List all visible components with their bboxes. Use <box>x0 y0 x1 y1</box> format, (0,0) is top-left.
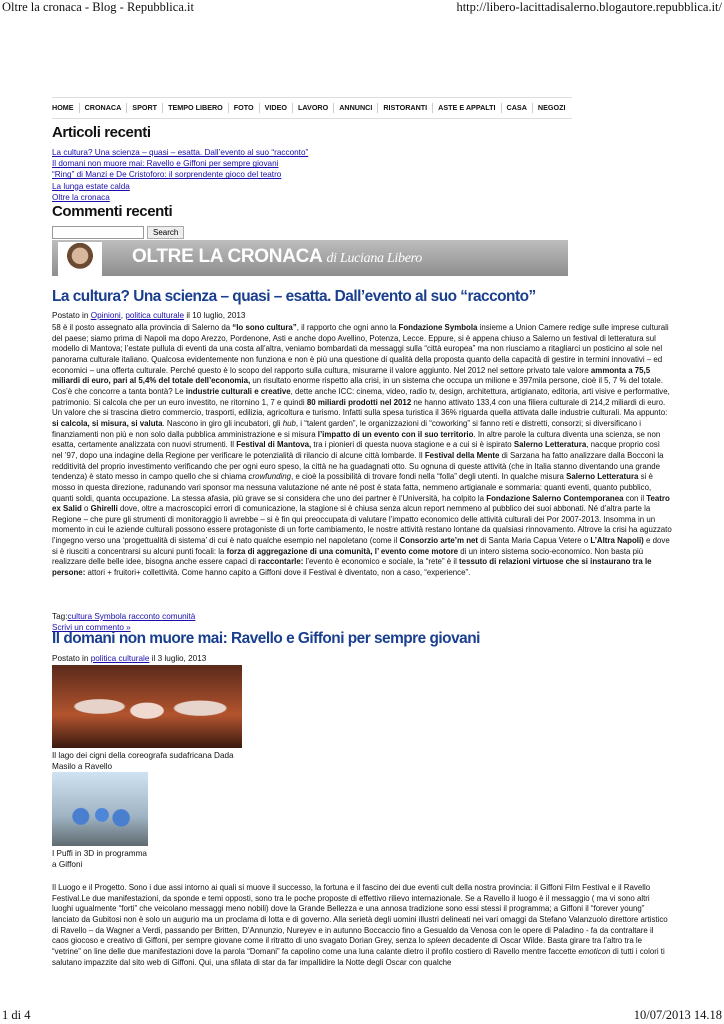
recent-comments-heading: Commenti recenti <box>52 203 173 220</box>
print-datetime: 10/07/2013 14.18 <box>633 1008 722 1022</box>
category-link-opinioni[interactable]: Opinioni <box>90 311 121 320</box>
photo-caption-line: I Puffi in 3D in programma <box>52 849 147 858</box>
print-page-number: 1 di 4 <box>2 1008 31 1022</box>
search-button[interactable]: Search <box>147 226 184 239</box>
print-page-title: Oltre la cronaca - Blog - Repubblica.it <box>2 0 194 14</box>
tags-label: Tag: <box>52 612 68 621</box>
category-link-politica-culturale[interactable]: politica culturale <box>125 311 185 320</box>
recent-article-link[interactable]: La lunga estate calda <box>52 181 130 191</box>
category-link-politica-culturale[interactable]: politica culturale <box>90 654 150 663</box>
author-photo <box>58 242 102 276</box>
recent-article-link[interactable]: La cultura? Una scienza – quasi – esatta. Dall’evento al suo “racconto” <box>52 148 309 157</box>
post-meta <box>52 311 246 320</box>
recent-articles-heading: Articoli recenti <box>52 124 151 141</box>
recent-article-link[interactable]: Il domani non muore mai: Ravello e Giffoni per sempre giovani <box>52 159 279 169</box>
recent-articles-list <box>52 147 308 203</box>
nav-cronaca[interactable]: CRONACA <box>80 103 128 113</box>
print-header <box>0 0 724 16</box>
tags-line <box>52 612 195 623</box>
recent-article-link[interactable]: “Ring” di Manzi e De Cristoforo: il sorprendente gioco del teatro <box>52 170 282 180</box>
search-input[interactable] <box>52 226 144 239</box>
nav-foto[interactable]: FOTO <box>229 103 260 113</box>
nav-sport[interactable]: SPORT <box>127 103 163 113</box>
tag-link[interactable]: cultura Symbola racconto comunità <box>67 612 196 621</box>
write-comment-link[interactable]: Scrivi un commento » <box>52 622 131 632</box>
banner-title-text: OLTRE LA CRONACA <box>132 246 323 267</box>
nav-home[interactable]: HOME <box>52 103 80 113</box>
nav-casa[interactable]: CASA <box>502 103 533 113</box>
recent-article-link[interactable]: Oltre la cronaca <box>52 192 110 202</box>
post-body: Il Luogo e il Progetto. Sono i due assi intorno ai quali si muove il successo, la fortuna e il fascino dei due eventi cult della nostra provincia: il Giffoni Film Festival e il Ravello Festival.Le due manifestazioni, da sponde e temi opposti, sono tra le poche proposte di effettivo rilievo internazionale. Se a Ravello il luogo è il messaggio ( ma vi sono altri luoghi ugualmente “forti” che veicolano messaggi meno nobili) dove la Grande Bellezza e una annosa tradizione sono essi stessi il programma; a Giffoni il “forever young” lanciato da Gubitosi non è solo un augurio ma un proclama di lotta e di governo. Alla serietà degli uomini illustri delineati nei vari omaggi da Stefano Valanzuolo direttore artistico di Ravello – da Wagner a Verdi, passando per Britten, D’Annunzio, Nureyev e in autunno Boccaccio fino a Gesualdo da Venosa con le opere di Paladino - fa da contraltare il caos giocoso e creativo di Giffoni, per sempre giovane come il ritratto di uno svagato Dorian Grey, senza lo spleen decadente di Oscar Wilde. Basta girare tra l’altro tra le “vetrine” on line delle due manifestazioni dove la parola “Domani” fa capolino come una luna calante dietro il profilo costiero di Ravello mentre faccette emoticon di tutti i colori ti salutano impazzite dal sito web di Giffoni. Qui, una sfilata di star da far impallidire la Notte degli Oscar con qualche <box>52 883 668 967</box>
post-title[interactable]: Il domani non muore mai: Ravello e Giffoni per sempre giovani <box>52 630 480 647</box>
nav-video[interactable]: VIDEO <box>260 103 293 113</box>
swan-lake-photo[interactable] <box>52 665 242 748</box>
photo-caption-line: Masilo a Ravello <box>52 762 113 771</box>
smurfs-photo[interactable] <box>52 772 148 846</box>
main-nav <box>52 97 572 119</box>
nav-annunci[interactable]: ANNUNCI <box>334 103 378 113</box>
print-footer <box>0 1008 724 1024</box>
photo-caption-line: a Giffoni <box>52 860 83 869</box>
post-meta-prefix: Postato in <box>52 654 89 663</box>
photo-caption <box>52 750 234 772</box>
nav-aste-e-appalti[interactable]: ASTE E APPALTI <box>433 103 501 113</box>
banner-title <box>132 246 422 268</box>
photo-caption <box>52 848 147 870</box>
nav-lavoro[interactable]: LAVORO <box>293 103 334 113</box>
nav-ristoranti[interactable]: RISTORANTI <box>378 103 433 113</box>
meta-separator: , <box>120 311 124 320</box>
post-meta <box>52 654 206 663</box>
nav-tempo-libero[interactable]: TEMPO LIBERO <box>163 103 229 113</box>
search-form <box>52 226 184 239</box>
post-meta-prefix: Postato in <box>52 311 89 320</box>
banner-subtitle: di Luciana Libero <box>326 251 422 266</box>
blog-banner[interactable] <box>52 240 568 276</box>
print-page-url: http://libero-lacittadisalerno.blogautore.repubblica.it/ <box>456 0 722 14</box>
post-date: il 3 luglio, 2013 <box>151 654 207 663</box>
post-body: 58 è il posto assegnato alla provincia di Salerno da “Io sono cultura”, il rapporto che ogni anno la Fondazione Symbola insieme a Union Camere redige sulle imprese culturali del paese; siamo prima di Napoli ma dopo Arezzo, Pordenone, Asti e anche dopo Avellino, Potenza, Lecce. Eppure, si è appena chiuso a Salerno un festival di letteratura sul modello di Mantova; l’estate pullula di eventi da una costa all’altra, veniamo bombardati da messaggi sulla “città europea” ma non riusciamo a ritagliarci un posticino al sole nel panorama culturale italiano. Qualcosa evidentemente non funziona e non è più una questione di qualità della proposta quanto della capacità di gestire in termini innovativi – ed economici – una offerta culturale. Perché questo è lo scopo del rapporto sulla cultura, misurarne il valore aggiunto. Nel 2012 nel settore privato tale valore ammonta a 75,5 miliardi di euro, pari al 5,4% del totale dell’economia, un risultato enorme rispetto alla crisi, in un sistema che occupa un milione e 397mila persone, cioè il 5, 7 % del totale. Cos’è che concorre a tanta bontà? Le industrie culturali e creative, dette anche ICC: cinema, video, radio tv, design, architettura, artigianato, editoria, arti visive e performative, patrimonio. Si calcola che per un euro investito, ne ritornino 1, 7 e quindi 80 miliardi prodotti nel 2012 ne hanno attivato 133,4 con una filiera culturale di 214,2 miliardi di euro. Un valore che si trascina dietro commercio, trasporti, edilizia, agricoltura e turismo. Infatti sulla spesa turistica il 36% riguarda quella attivata dalle industrie culturali. Ma appunto: si calcola, si misura, si valuta. Nascono in giro gli incubatori, gli hub, i “talent garden”, le organizzazioni di “coworking” si fanno reti e distretti, consorzi; si diversificano i finanziamenti non più e non solo dalla pubblica amministrazione e si misura l’impatto di un evento con il suo territorio. In altre parole la cultura diventa una scienza, se non esatta, certamente analizzata con nuovi strumenti. Il Festival di Mantova, tra i pionieri di questa nuova stagione e a cui si è ispirato Salerno Letteratura, nacque proprio così nel ’97, dopo una indagine della Regione per verificare le potenzialità di rilancio di alcune città lombarde. Il Festival della Mente di Sarzana ha fatto analizzare dalla Bocconi la redditività del proprio investimento verificando che per ogni euro speso, la città ne ha guadagnati otto. Su ognuna di queste attività (che in Italia stanno diventando una grande tendenza) è stato messo in campo quello che si chiama crowfunding, e cioè la possibilità di trovare fondi nella “folla” degli utenti. In qualche misura Salerno Letteratura si è mosso in questa direzione, radunando vari sponsor ma nessuna valutazione né ante né post è stata fatta, nemmeno artigianale e sommaria: quanti eventi, quanto pubblico, quanti soldi, quanta occupazione. La stessa afasia, più grave se si considera che uno dei partner è l’Università, ha colpito la Fondazione Salerno Contemporanea con il Teatro ex Salid o Ghirelli dove, oltre a macroscopici errori di comunicazione, la stagione si è chiusa senza alcun report nemmeno al pubblico dei suoi abbonati. Né d’altra parte la Regione – che pure gli strumenti di monitoraggio li avrebbe – si è fin qui preoccupata di valutare l’impatto economico delle attività culturali dei Por 2007-2013. Insomma in un momento in cui le aziende culturali possono essere protagoniste di un forte cambiamento, le nostre attività restano lontane da qualsiasi rinnovamento. Altrove la crisi ha aguzzato l’ingegno verso una ‘progettualità di sistema’ di cui è nato qualche esempio nel napoletano (come il Consorzio arte’m net di Santa Maria Capua Vetere o L’Altra Napoli) e dove si è riusciti a concentrarsi su alcuni punti focali: la forza di aggregazione di una comunità, l’ evento come motore di un intero sistema socio-economico. Non basta più realizzare delle belle idee, bisogna anche essere capaci di raccontarle: l’evento è economico e sociale, la “rete” è il tessuto di relazioni virtuose che si instaurano tra le persone: attori + fruitori+ collettività. Come hanno capito a Giffoni dove il Festival è diventato, non a caso, “experience”. <box>52 323 672 578</box>
post-title[interactable]: La cultura? Una scienza – quasi – esatta. Dall’evento al suo “racconto” <box>52 288 536 305</box>
photo-caption-line: Il lago dei cigni della coreografa sudafricana Dada <box>52 751 234 760</box>
post-date: il 10 luglio, 2013 <box>186 311 246 320</box>
nav-negozi[interactable]: NEGOZI <box>537 103 566 112</box>
